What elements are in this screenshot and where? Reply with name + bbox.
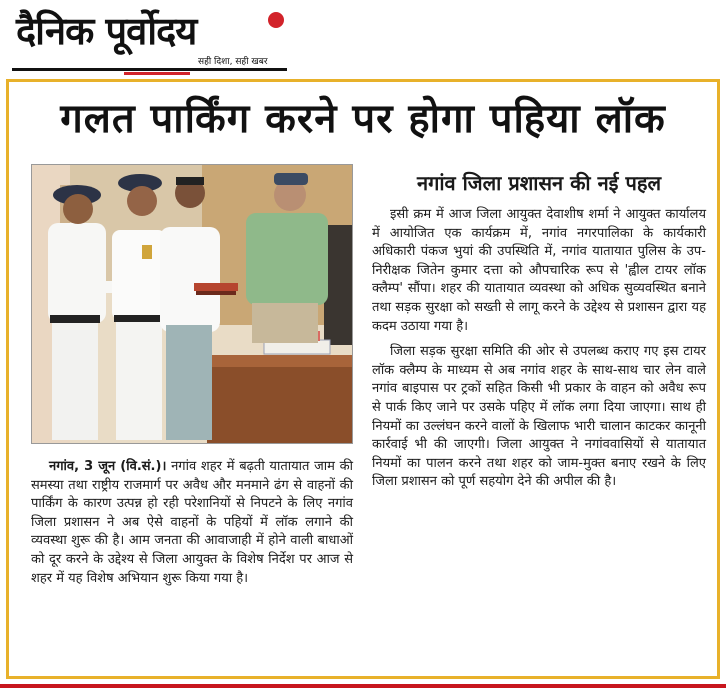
lead-text: नगांव शहर में बढ़ती यातायात जाम की समस्या तथा राष्ट्रीय राजमार्ग पर अवैध और मनमाने ढंग से वाहनों की पार्किंग के कारण उत्पन्न हो रही परेशानियों से निपटने के लिए नगांव जिला प्रशासन ने अब ऐसे वाहनों के पहियों में लॉक लगाने की व्यवस्था शुरू की है। आम जनता की आवाजाही में होने वाली बाधाओं को दूर करने के उद्देश्य से जिला आयुक्त के विशेष निर्देश पर आज से शहर में यह विशेष अभियान शुरू किया गया है। [31, 459, 353, 586]
photo-illustration [32, 165, 353, 444]
bottom-red-rule [0, 684, 726, 688]
masthead-rule [12, 68, 287, 71]
dateline: नगांव, 3 जून (वि.सं.)। [49, 459, 167, 474]
article-lead-paragraph [31, 458, 353, 588]
masthead-tagline: सही दिशा, सही खबर [198, 57, 268, 67]
headline: गलत पार्किंग करने पर होगा पहिया लॉक [60, 96, 666, 142]
article-right-column [372, 206, 706, 499]
article-left-column [31, 458, 353, 588]
subheadline: नगांव जिला प्रशासन की नई पहल [416, 171, 661, 195]
masthead-title: दैनिक पूर्वोदय [16, 9, 197, 53]
masthead-red-bar [124, 72, 190, 75]
article-paragraph: जिला सड़क सुरक्षा समिति की ओर से उपलब्ध कराए गए इस टायर लॉक क्लैम्प के माध्यम से अब नगांव शहर के साथ-साथ चार लेन वाले नगांव बाइपास पर ट्रकों सहित किसी भी प्रकार के वाहन को अवैध रूप से पार्क किए जाने पर उसके पहिए में लॉक लगा दिया जाएगा। साथ ही नियमों का उल्लंघन करने वालों के खिलाफ भारी चालान काटकर कानूनी कार्रवाई भी की जाएगी। जिला आयुक्त ने नगांववासियों से यातायात नियमों का पालन करने तथा शहर को जाम-मुक्त बनाए रखने के लिए जिला प्रशासन को पूर्ण सहयोग देने की अपील की है। [372, 344, 706, 490]
article-paragraph: इसी क्रम में आज जिला आयुक्त देवाशीष शर्मा ने आयुक्त कार्यालय में आयोजित एक कार्यक्रम में, नगांव नगरपालिका के कार्यकारी अधिकारी पंकज भुयां की उपस्थिति में, नगांव यातायात पुलिस के उप-निरीक्षक जितेन कुमार दत्ता को औपचारिक रूप से 'ह्वील टायर लॉक क्लैम्प' सौंपा। शहर की यातायात व्यवस्था को अधिक सुव्यवस्थित बनाने तथा सड़क सुरक्षा को सख्ती से लागू करने के उद्देश्य से प्रशासन द्वारा यह कदम उठाया गया है। [372, 207, 706, 334]
masthead-red-dot [268, 12, 284, 28]
masthead [12, 6, 292, 76]
news-photo [31, 164, 353, 444]
